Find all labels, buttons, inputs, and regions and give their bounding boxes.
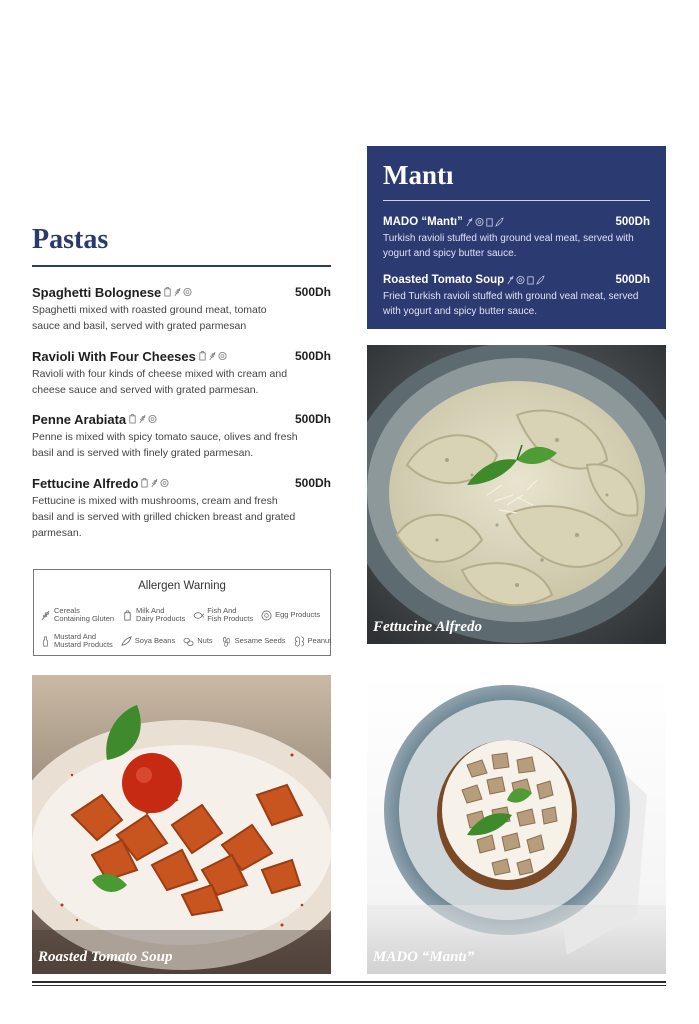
manti-title-rule (383, 200, 650, 201)
item-name: Roasted Tomato Soup (383, 274, 505, 286)
soy-icon (536, 275, 545, 285)
mustard-icon (40, 636, 51, 647)
item-description: Ravioli with four kinds of cheese mixed with cream and cheese sauce and served with grated parmesan. (32, 368, 288, 396)
pastas-section-title: Pastas (32, 224, 109, 255)
wheat-icon (208, 351, 217, 361)
allergen-icons (506, 275, 545, 285)
allergen-icons (163, 287, 192, 297)
footer-rule-thin (32, 985, 666, 986)
photo-caption: Roasted Tomato Soup (38, 949, 173, 965)
menu-item-spaghetti-bolognese (32, 283, 331, 334)
menu-item-penne-arabiata (32, 410, 331, 461)
wheat-icon (506, 275, 515, 285)
sesame-icon (221, 636, 232, 647)
item-name: MADO “Mantı” (383, 216, 463, 228)
item-description: Fried Turkish ravioli stuffed with ground veal meat, served with yogurt and spicy butter sauce. (383, 291, 639, 317)
fettucine-alfredo-image (367, 345, 666, 644)
item-name: Fettucine Alfredo (32, 475, 139, 491)
soy-icon (121, 636, 132, 647)
milk-icon (122, 610, 133, 621)
wheat-icon (138, 414, 147, 424)
photo-caption: MADO “Mantı” (373, 949, 475, 965)
item-price: 500Dh (294, 285, 331, 299)
wheat-icon (40, 610, 51, 621)
photo-caption: Fettucine Alfredo (373, 619, 483, 635)
pastas-title-rule (32, 265, 331, 267)
milk-icon (163, 287, 172, 297)
allergen-warning-title: Allergen Warning (138, 580, 226, 592)
wheat-icon (150, 478, 159, 488)
allergen-legend (40, 602, 332, 654)
allergen-row (40, 628, 332, 654)
item-description: Turkish ravioli stuffed with ground veal meat, served with yogurt and spicy butter sauce. (383, 233, 634, 259)
egg-icon (160, 478, 169, 488)
allergen-egg: Egg Products (261, 610, 320, 621)
allergen-icons (140, 478, 169, 488)
menu-item-ravioli-four-cheeses (32, 347, 331, 398)
item-description: Penne is mixed with spicy tomato sauce, olives and fresh basil and is served with finely grated parmesan. (32, 431, 298, 459)
milk-icon (128, 414, 137, 424)
egg-icon (261, 610, 272, 621)
nut-icon (183, 636, 194, 647)
mado-manti-image (367, 675, 666, 974)
allergen-peanut: Peanut (294, 636, 332, 647)
soy-icon (495, 217, 504, 227)
allergen-icons (465, 217, 504, 227)
milk-icon (485, 217, 494, 227)
allergen-fish: Fish And Fish Products (193, 607, 253, 624)
manti-panel (367, 146, 666, 329)
allergen-row (40, 602, 328, 628)
photo-mado-manti (367, 675, 666, 974)
allergen-mustard: Mustard And Mustard Products (40, 633, 113, 650)
item-price: 500Dh (294, 349, 331, 363)
item-name: Penne Arabiata (32, 411, 127, 427)
item-name: Spaghetti Bolognese (32, 284, 162, 300)
milk-icon (526, 275, 535, 285)
allergen-warning-box (33, 569, 331, 656)
wheat-icon (173, 287, 182, 297)
roasted-tomato-soup-image (32, 675, 331, 974)
allergen-milk: Milk And Dairy Products (122, 607, 185, 624)
item-price: 500Dh (294, 412, 331, 426)
menu-item-roasted-tomato-soup (383, 272, 650, 319)
egg-icon (218, 351, 227, 361)
photo-roasted-tomato-soup (32, 675, 331, 974)
allergen-sesame: Sesame Seeds (221, 636, 286, 647)
item-price: 500Dh (294, 476, 331, 490)
item-name: Ravioli With Four Cheeses (32, 348, 196, 364)
menu-item-fettucine-alfredo (32, 474, 331, 541)
menu-item-mado-manti (383, 214, 650, 261)
egg-icon (475, 217, 484, 227)
item-description: Spaghetti mixed with roasted ground meat, tomato sauce and basil, served with grated parmesan (32, 304, 267, 332)
photo-fettucine-alfredo (367, 345, 666, 644)
egg-icon (148, 414, 157, 424)
allergen-icons (128, 414, 157, 424)
allergen-icons (198, 351, 227, 361)
wheat-icon (465, 217, 474, 227)
egg-icon (516, 275, 525, 285)
allergen-cereals: Cereals Containing Gluten (40, 607, 114, 624)
item-description: Fettucine is mixed with mushrooms, cream and fresh basil and is served with grilled chicken breast and grated parmesan. (32, 495, 296, 539)
allergen-soya: Soya Beans (121, 636, 175, 647)
milk-icon (140, 478, 149, 488)
allergen-nuts: Nuts (183, 636, 212, 647)
item-price: 500Dh (615, 274, 650, 286)
item-price: 500Dh (615, 216, 650, 228)
manti-section-title: Mantı (383, 160, 454, 190)
peanut-icon (294, 636, 305, 647)
milk-icon (198, 351, 207, 361)
fish-icon (193, 610, 204, 621)
egg-icon (183, 287, 192, 297)
footer-rule (32, 981, 666, 983)
